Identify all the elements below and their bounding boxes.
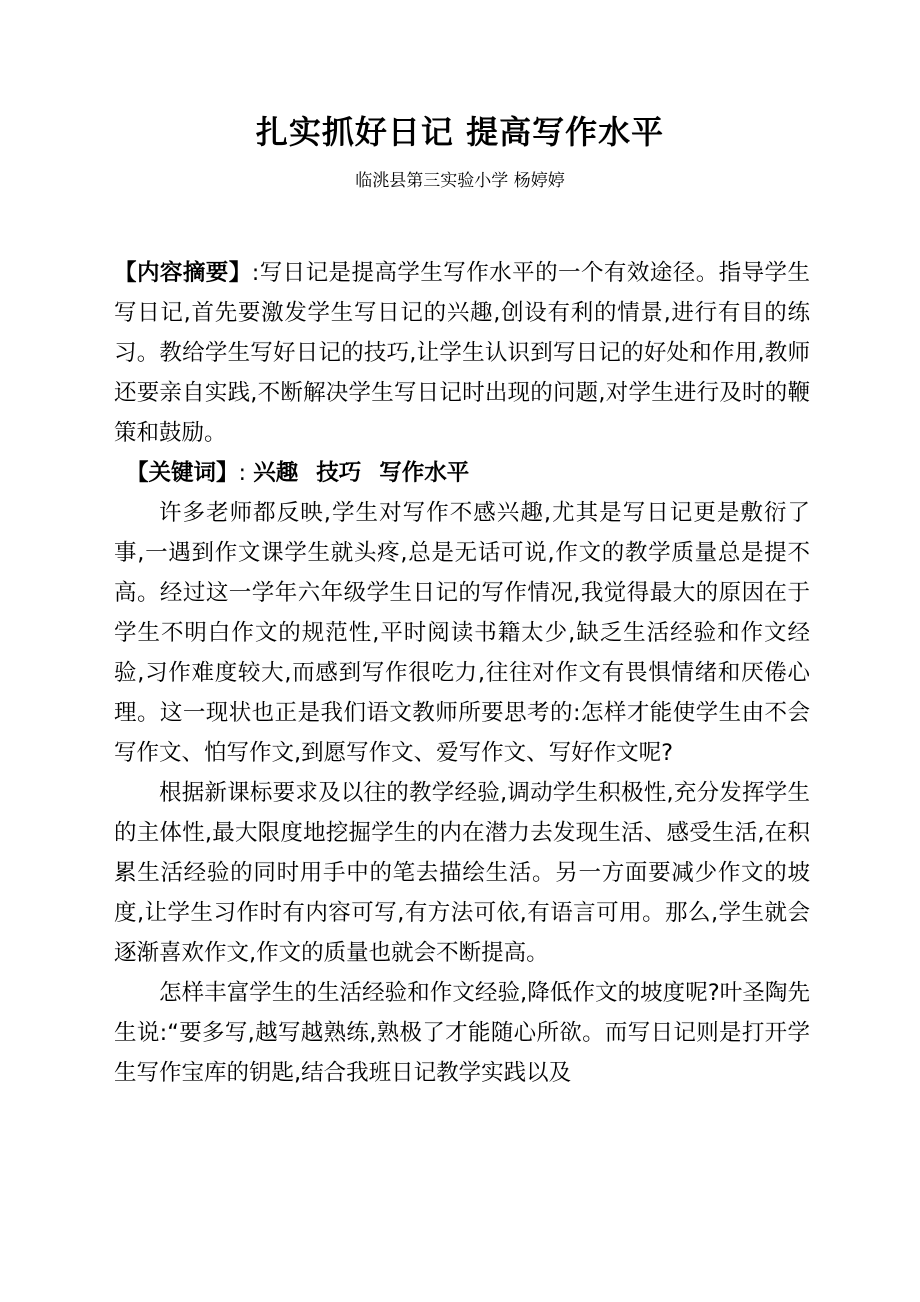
author-line: 临洮县第三实验小学 杨婷婷 [355,171,565,191]
body-paragraph: 许多老师都反映,学生对写作不感兴趣,尤其是写日记更是敷衍了事,一遇到作文课学生就头疼,总是无话可说,作文的教学质量总是提不高。经过这一学年六年级学生日记的写作情况,我觉得最大的原因在于学生不明白作文的规范性,平时阅读书籍太少,缺乏生活经验和作文经验,习作难度较大,而感到写作很吃力,往往对作文有畏惧情绪和厌倦心理。这一现状也正是我们语文教师所要思考的:怎样才能使学生由不会写作文、怕写作文,到愿写作文、爱写作文、写好作文呢? [114,500,810,766]
keyword-item: 技巧 [316,460,362,486]
body-paragraph: 根据新课标要求及以往的教学经验,调动学生积极性,充分发挥学生的主体性,最大限度地挖掘学生的内在潜力去发现生活、感受生活,在积累生活经验的同时用手中的笔去描绘生活。另一方面要减少作文的坡度,让学生习作时有内容可写,有方法可依,有语言可用。那么,学生就会逐渐喜欢作文,作文的质量也就会不断提高。 [114,780,810,966]
keyword-item: 兴趣 [253,460,299,486]
document-body [114,253,810,1093]
abstract-label: 【内容摘要】 [114,260,252,286]
abstract-paragraph [114,253,810,453]
document-title: 扎实抓好日记 提高写作水平 [255,113,665,151]
keyword-item: 写作水平 [379,460,470,486]
keywords-line [114,453,810,493]
body-paragraph: 怎样丰富学生的生活经验和作文经验,降低作文的坡度呢?叶圣陶先生说:“要多写,越写越熟练,熟极了才能随心所欲。而写日记则是打开学生写作宝库的钥匙,结合我班日记教学实践以及 [114,980,810,1086]
keywords-label: 【关键词】 [126,460,239,486]
abstract-text: :写日记是提高学生写作水平的一个有效途径。指导学生写日记,首先要激发学生写日记的兴趣,创设有利的情景,进行有目的练习。教给学生写好日记的技巧,让学生认识到写日记的好处和作用,教师还要亲自实践,不断解决学生写日记时出现的问题,对学生进行及时的鞭策和鼓励。 [114,260,810,446]
keywords-separator: : [238,460,247,486]
